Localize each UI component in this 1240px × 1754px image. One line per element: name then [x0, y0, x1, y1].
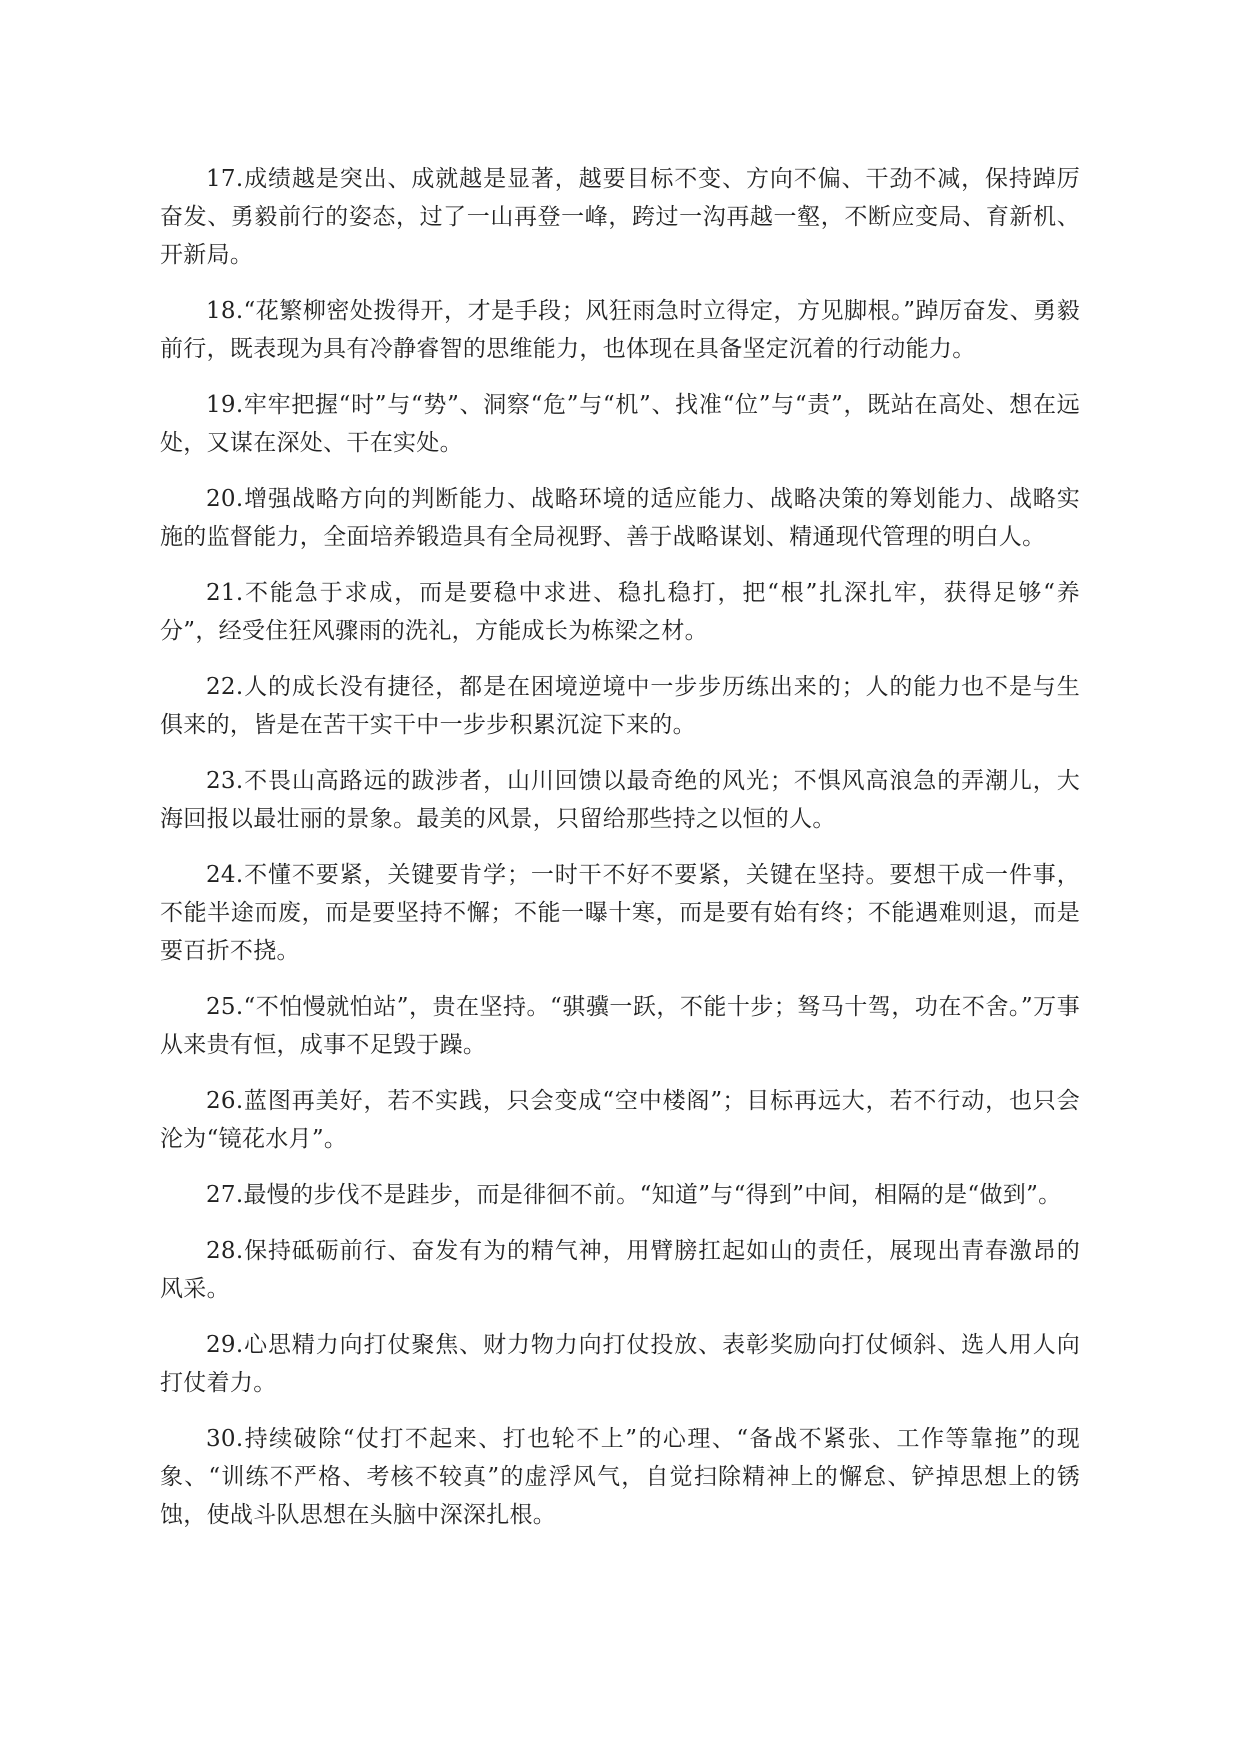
paragraph-30: 30.持续破除“仗打不起来、打也轮不上”的心理、“备战不紧张、工作等靠拖”的现象、“训练不严格、考核不较真”的虚浮风气，自觉扫除精神上的懈怠、铲掉思想上的锈蚀，使战斗队思想在头脑中深深扎根。 [160, 1426, 1080, 1528]
paragraph-29: 29.心思精力向打仗聚焦、财力物力向打仗投放、表彰奖励向打仗倾斜、选人用人向打仗着力。 [160, 1332, 1080, 1396]
paragraph-20: 20.增强战略方向的判断能力、战略环境的适应能力、战略决策的筹划能力、战略实施的监督能力，全面培养锻造具有全局视野、善于战略谋划、精通现代管理的明白人。 [160, 486, 1080, 550]
paragraph-23: 23.不畏山高路远的跋涉者，山川回馈以最奇绝的风光；不惧风高浪急的弄潮儿，大海回报以最壮丽的景象。最美的风景，只留给那些持之以恒的人。 [160, 768, 1080, 832]
paragraph-28: 28.保持砥砺前行、奋发有为的精气神，用臂膀扛起如山的责任，展现出青春激昂的风采。 [160, 1238, 1080, 1302]
paragraph-26: 26.蓝图再美好，若不实践，只会变成“空中楼阁”；目标再远大，若不行动，也只会沦为“镜花水月”。 [160, 1088, 1080, 1152]
paragraph-22: 22.人的成长没有捷径，都是在困境逆境中一步步历练出来的；人的能力也不是与生俱来的，皆是在苦干实干中一步步积累沉淀下来的。 [160, 674, 1080, 738]
paragraph-21: 21.不能急于求成，而是要稳中求进、稳扎稳打，把“根”扎深扎牢，获得足够“养分”，经受住狂风骤雨的洗礼，方能成长为栋梁之材。 [160, 580, 1080, 644]
paragraph-24: 24.不懂不要紧，关键要肯学；一时干不好不要紧，关键在坚持。要想干成一件事，不能半途而废，而是要坚持不懈；不能一曝十寒，而是要有始有终；不能遇难则退，而是要百折不挠。 [160, 862, 1080, 964]
paragraph-19: 19.牢牢把握“时”与“势”、洞察“危”与“机”、找准“位”与“责”，既站在高处、想在远处，又谋在深处、干在实处。 [160, 392, 1080, 456]
paragraph-17: 17.成绩越是突出、成就越是显著，越要目标不变、方向不偏、干劲不减，保持踔厉奋发、勇毅前行的姿态，过了一山再登一峰，跨过一沟再越一壑，不断应变局、育新机、开新局。 [160, 166, 1080, 268]
paragraph-25: 25.“不怕慢就怕站”，贵在坚持。“骐骥一跃，不能十步；驽马十驾，功在不舍。”万事从来贵有恒，成事不足毁于躁。 [160, 994, 1080, 1058]
paragraph-18: 18.“花繁柳密处拨得开，才是手段；风狂雨急时立得定，方见脚根。”踔厉奋发、勇毅前行，既表现为具有冷静睿智的思维能力，也体现在具备坚定沉着的行动能力。 [160, 298, 1080, 362]
document-body [160, 160, 1080, 1552]
paragraph-27: 27.最慢的步伐不是跬步，而是徘徊不前。“知道”与“得到”中间，相隔的是“做到”。 [206, 1182, 1062, 1208]
